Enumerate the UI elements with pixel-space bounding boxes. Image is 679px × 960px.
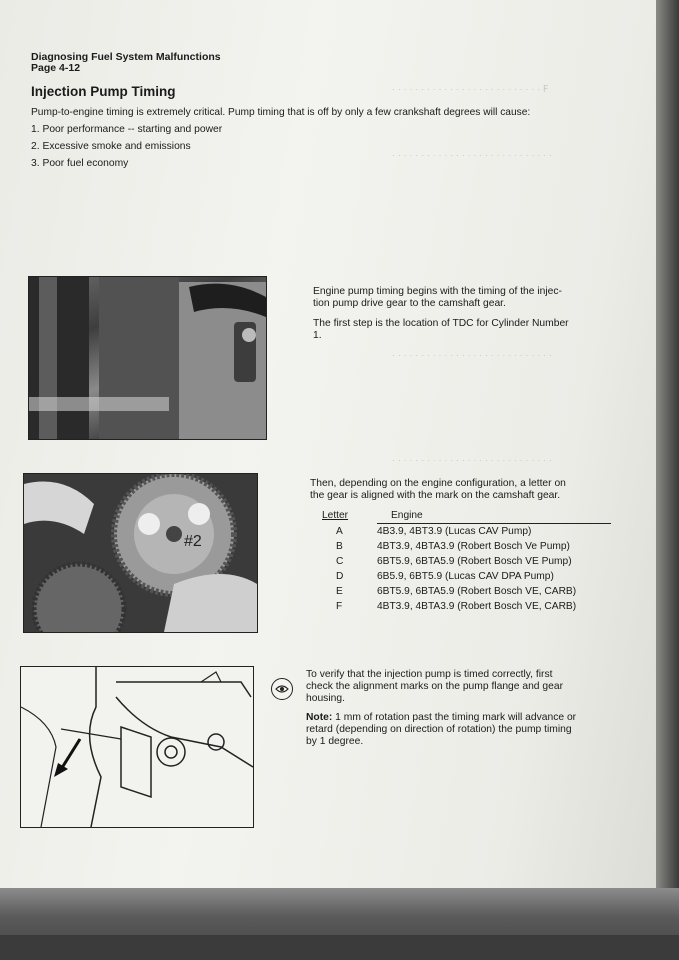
bleed-through-text: · · · · · · · · · · · · · · · · · · · · · · · · · · · · [392, 150, 552, 161]
cause-item: 3. Poor fuel economy [31, 158, 129, 169]
step3-note: retard (depending on direction of rotation) the pump timing [306, 724, 572, 735]
step3-note: by 1 degree. [306, 736, 364, 747]
table-row: F 4BT3.9, 4BTA3.9 (Robert Bosch VE, CARB) [336, 601, 577, 612]
bleed-through-text: · · · · · · · · · · · · · · · · · · · · · · · · · · · · [392, 350, 552, 361]
step3-text: housing. [306, 693, 345, 704]
table-row: A 4B3.9, 4BT3.9 (Lucas CAV Pump) [336, 525, 532, 537]
cause-item: 2. Excessive smoke and emissions [31, 141, 191, 152]
gear-letter-table [322, 510, 611, 614]
table-row: D 6B5.9, 6BT5.9 (Lucas CAV DPA Pump) [336, 571, 554, 582]
bleed-through-text: ꟻ · · · · · · · · · · · · · · · · · · · · · · · · · · [392, 84, 549, 95]
table-row: B 4BT3.9, 4BTA3.9 (Robert Bosch Ve Pump) [336, 541, 570, 552]
timing-mark-diagram [20, 666, 254, 828]
engine-pump-photo [28, 276, 267, 440]
step1-text: 1. [313, 330, 322, 341]
page-number: Page 4-12 [31, 62, 81, 74]
step3-text: To verify that the injection pump is timed correctly, first [306, 669, 553, 680]
step2-text: the gear is aligned with the mark on the camshaft gear. [310, 490, 561, 501]
table-row: C 6BT5.9, 6BTA5.9 (Robert Bosch VE Pump) [336, 556, 572, 567]
section-title: Diagnosing Fuel System Malfunctions [31, 51, 221, 63]
svg-text:#2: #2 [184, 533, 202, 550]
step2-text: Then, depending on the engine configuration, a letter on [310, 478, 566, 489]
pointer-arrow-icon [54, 737, 84, 777]
step1-text: tion pump drive gear to the camshaft gear. [313, 298, 506, 309]
gear-alignment-photo [23, 473, 258, 633]
step3-text: check the alignment marks on the pump flange and gear [306, 681, 564, 692]
step1-text: The first step is the location of TDC for Cylinder Number [313, 318, 569, 329]
topic-heading: Injection Pump Timing [31, 84, 176, 99]
topic-intro: Pump-to-engine timing is extremely critical. Pump timing that is off by only a few crankshaft degrees will cause: [31, 107, 531, 118]
cause-item: 1. Poor performance -- starting and power [31, 124, 223, 135]
page-edge-shadow [656, 0, 679, 900]
eye-inspect-icon [271, 678, 293, 700]
bleed-through-text: · · · · · · · · · · · · · · · · · · · · · · · · · · · · [392, 455, 552, 466]
step3-note: Note: 1 mm of rotation past the timing mark will advance or [306, 712, 577, 723]
background-surface [0, 935, 679, 960]
step1-text: Engine pump timing begins with the timing of the injec- [313, 286, 562, 297]
table-header-row [322, 510, 611, 524]
col-engine-header: Engine [377, 510, 611, 524]
table-row: E 6BT5.9, 6BTA5.9 (Robert Bosch VE, CARB) [336, 586, 577, 597]
col-letter-header: Letter [322, 510, 349, 522]
